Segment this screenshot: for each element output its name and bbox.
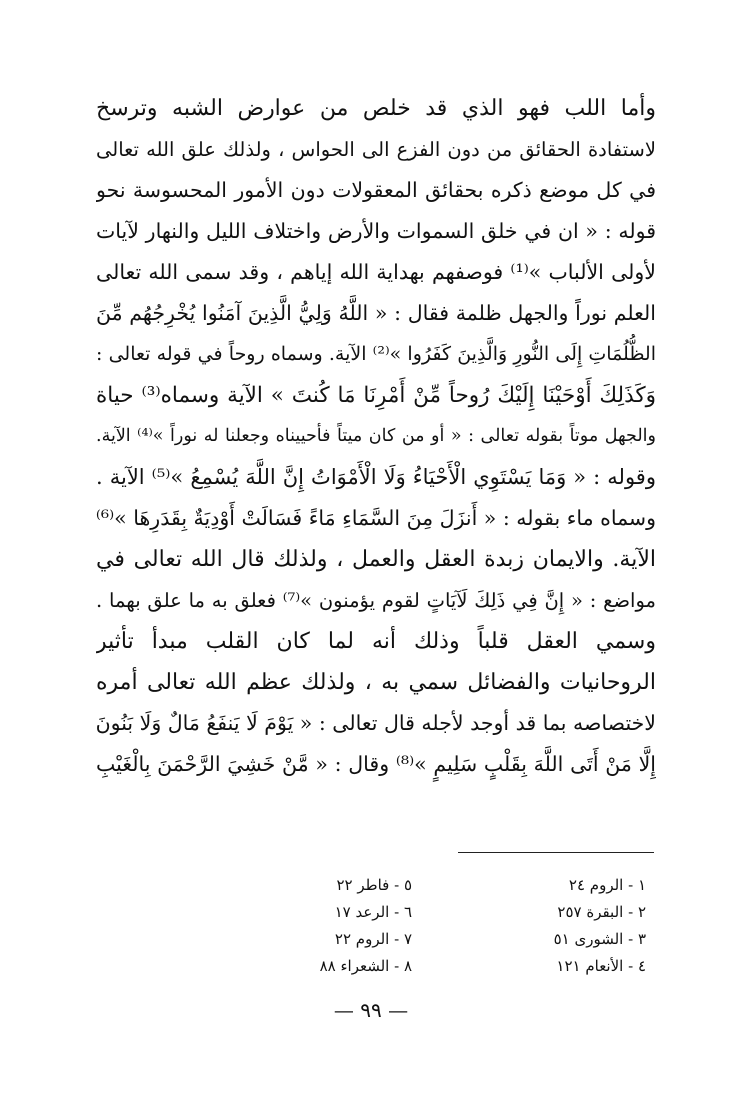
text-line: وسماه ماء بقوله : « أَنزَلَ مِنَ السَّمَاءِ مَاءً فَسَالَتْ أَوْدِيَةٌ بِقَدَرِهَا »⁽⁶⁾	[96, 506, 656, 530]
footnotes-left-column	[272, 872, 412, 980]
text-line: لاستفادة الحقائق من دون الفزع الى الحواس ، ولذلك علق الله تعالى	[96, 138, 656, 161]
footnotes-right-column	[506, 872, 646, 980]
text-line: وقوله : « وَمَا يَسْتَوِي الْأَحْيَاءُ وَلَا الْأَمْوَاتُ إِنَّ اللَّهَ يُسْمِعُ »⁽⁵⁾ الآية .	[96, 465, 656, 489]
footnote: ١ - الروم ٢٤	[568, 876, 646, 894]
text-line: قوله : « ان في خلق السموات والأرض واختلاف الليل والنهار لآيات	[96, 219, 656, 243]
text-line: العلم نوراً والجهل ظلمة فقال : « اللَّهُ وَلِيُّ الَّذِينَ آمَنُوا يُخْرِجُهُم مِّنَ	[96, 301, 656, 325]
footnote-divider	[458, 852, 654, 853]
main-text	[96, 88, 656, 785]
text-line: الظُّلُمَاتِ إِلَى النُّورِ وَالَّذِينَ كَفَرُوا »⁽²⁾ الآية. وسماه روحاً في قوله تعالى :	[96, 343, 656, 365]
text-line: الروحانيات والفضائل سمي به ، ولذلك عظم الله تعالى أمره	[96, 670, 656, 695]
footnote: ٧ - الروم ٢٢	[334, 930, 412, 948]
text-line: وسمي العقل قلباً وذلك أنه لما كان القلب مبدأ تأثير	[96, 629, 656, 654]
footnote: ٢ - البقرة ٢٥٧	[557, 903, 646, 921]
footnote: ٣ - الشورى ٥١	[553, 930, 646, 948]
text-line: إِلَّا مَنْ أَتَى اللَّهَ بِقَلْبٍ سَلِيمٍ »⁽⁸⁾ وقال : « مَّنْ خَشِيَ الرَّحْمَنَ بِالْغَيْبِ	[96, 752, 656, 776]
footnote: ٨ - الشعراء ٨٨	[319, 957, 412, 975]
text-line: الآية. والايمان زبدة العقل والعمل ، ولذلك قال الله تعالى في	[96, 547, 656, 572]
text-line: وَكَذَلِكَ أَوْحَيْنَا إِلَيْكَ رُوحاً مِّنْ أَمْرِنَا مَا كُنتَ » الآية وسماه⁽³⁾ حياة	[96, 383, 656, 408]
footnote: ٥ - فاطر ٢٢	[336, 876, 412, 894]
text-line: لاختصاصه بما قد أوجد لأجله قال تعالى : « يَوْمَ لَا يَنفَعُ مَالٌ وَلَا بَنُونَ	[96, 711, 656, 735]
page-number: — ٩٩ —	[333, 998, 409, 1022]
text-line: والجهل موتاً بقوله تعالى : « أو من كان ميتاً فأحييناه وجعلنا له نوراً »⁽⁴⁾ الآية.	[96, 426, 656, 446]
footnote: ٦ - الرعد ١٧	[334, 903, 412, 921]
text-line: لأولى الألباب »⁽¹⁾ فوصفهم بهداية الله إياهم ، وقد سمى الله تعالى	[96, 260, 656, 284]
footnote: ٤ - الأنعام ١٢١	[556, 957, 646, 975]
text-line: وأما اللب فهو الذي قد خلص من عوارض الشبه وترسخ	[96, 96, 656, 121]
text-line: في كل موضع ذكره بحقائق المعقولات دون الأمور المحسوسة نحو	[96, 178, 656, 202]
text-line: مواضع : « إِنَّ فِي ذَلِكَ لَآيَاتٍ لقوم يؤمنون »⁽⁷⁾ فعلق به ما علق بهما .	[96, 589, 656, 612]
